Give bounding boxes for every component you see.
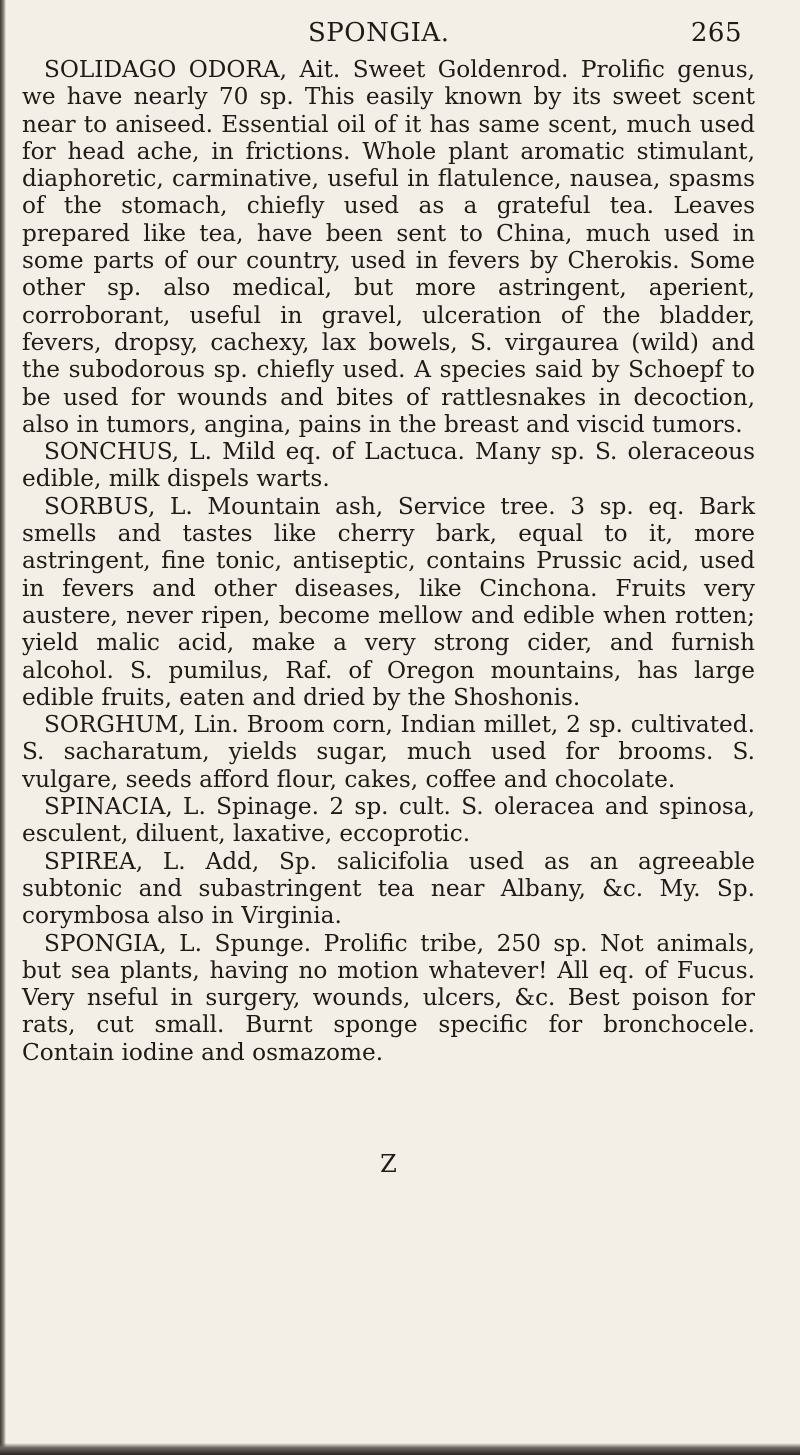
signature-mark: Z: [380, 1150, 397, 1178]
running-title: SPONGIA.: [308, 18, 450, 48]
entry-spirea: SPIREA, L. Add, Sp. salicifolia used as an agreeable subtonic and subastringent tea near Albany, &c. My. Sp. corymbosa also in Virginia.: [22, 847, 755, 930]
entry-sorghum: SORGHUM, Lin. Broom corn, Indian millet, 2 sp. cultivated. S. sacharatum, yields sugar, much used for brooms. S. vulgare, seeds afford flour, cakes, coffee and chocolate.: [22, 711, 755, 793]
body-text: [22, 56, 755, 1066]
entry-sonchus: SONCHUS, L. Mild eq. of Lactuca. Many sp. S. oleraceous edible, milk dispels warts.: [22, 438, 755, 493]
page-bottom-edge: [0, 1443, 800, 1455]
entry-spinacia: SPINACIA, L. Spinage. 2 sp. cult. S. oleracea and spinosa, esculent, diluent, laxative, eccoprotic.: [22, 793, 755, 848]
entry-spongia: SPONGIA, L. Spunge. Prolific tribe, 250 sp. Not animals, but sea plants, having no motion whatever! All eq. of Fucus. Very nseful in surgery, wounds, ulcers, &c. Best poison for rats, cut small. Burnt sponge specific for bronchocele. Contain iodine and osmazome.: [22, 929, 755, 1066]
page-header: [58, 14, 742, 54]
page-binding-edge: [0, 0, 6, 1455]
page-number: 265: [690, 18, 742, 48]
entry-solidago: SOLIDAGO ODORA, Ait. Sweet Goldenrod. Prolific genus, we have nearly 70 sp. This easily known by its sweet scent near to aniseed. Essential oil of it has same scent, much used for head ache, in frictions. Whole plant aromatic stimulant, diaphoretic, carminative, useful in flatulence, nausea, spasms of the stomach, chiefly used as a grateful tea. Leaves prepared like tea, have been sent to China, much used in some parts of our country, used in fevers by Cherokis. Some other sp. also medical, but more astringent, aperient, corroborant, useful in gravel, ulceration of the bladder, fevers, dropsy, cachexy, lax bowels, S. virgaurea (wild) and the subodorous sp. chiefly used. A species said by Schoepf to be used for wounds and bites of rattlesnakes in decoction, also in tumors, angina, pains in the breast and viscid tumors.: [22, 56, 755, 438]
entry-sorbus: SORBUS, L. Mountain ash, Service tree. 3 sp. eq. Bark smells and tastes like cherry bark, equal to it, more astringent, fine tonic, antiseptic, contains Prussic acid, used in fevers and other diseases, like Cinchona. Fruits very austere, never ripen, become mellow and edible when rotten; yield malic acid, make a very strong cider, and furnish alcohol. S. pumilus, Raf. of Oregon mountains, has large edible fruits, eaten and dried by the Shoshonis.: [22, 492, 755, 711]
